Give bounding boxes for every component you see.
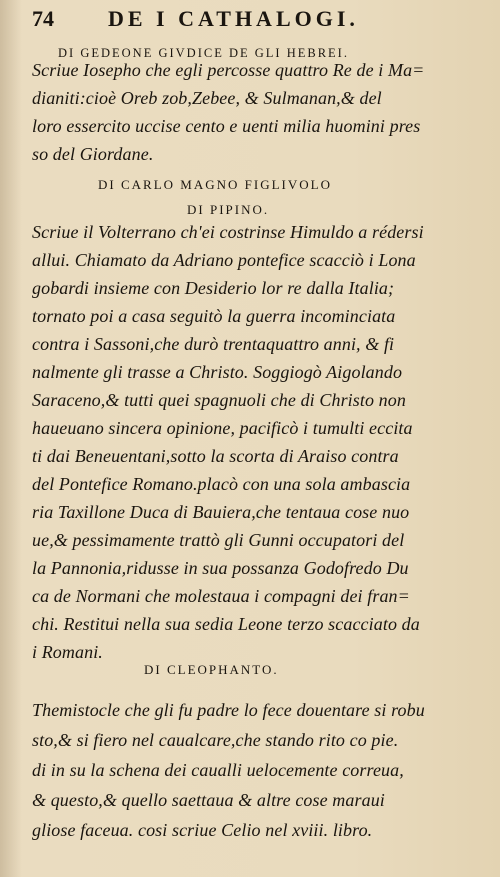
body-line: ue,& pessimamente trattò gli Gunni occupatori del: [32, 530, 405, 550]
body-line: del Pontefice Romano.placò con una sola ambascia: [32, 474, 411, 494]
body-line: Scriue il Volterrano ch'ei costrinse Himuldo a rédersi: [32, 222, 424, 242]
body-line: Scriue Iosepho che egli percosse quattro Re de i Ma=: [32, 60, 425, 80]
section-heading-cleophanto: DI CLEOPHANTO.: [144, 662, 279, 677]
body-line: haueuano sincera opinione, pacificò i tumulti eccita: [32, 418, 413, 438]
body-line: so del Giordane.: [32, 144, 154, 164]
body-line: ti dai Beneuentani,sotto la scorta di Araiso contra: [32, 446, 399, 466]
section-heading-carlo-magno: DI CARLO MAGNO FIGLIVOLO: [98, 177, 332, 192]
body-line: di in su la schena dei caualli uelocemente correua,: [32, 760, 404, 780]
body-line: ca de Normani che molestaua i compagni dei fran=: [32, 586, 410, 606]
body-line: ria Taxillone Duca di Bauiera,che tentaua cose nuo: [32, 502, 410, 522]
section-heading-gedeone: DI GEDEONE GIVDICE DE GLI HEBREI.: [58, 46, 349, 60]
body-line: gliose faceua. cosi scriue Celio nel xviii. libro.: [32, 820, 373, 840]
page-header: [32, 6, 472, 36]
body-line: Themistocle che gli fu padre lo fece douentare si robu: [32, 700, 425, 720]
running-title: DE I CATHALOGI.: [108, 6, 359, 31]
body-line: la Pannonia,ridusse in sua possanza Godofredo Du: [32, 558, 409, 578]
section-heading-pipino: DI PIPINO.: [187, 202, 270, 217]
body-line: sto,& si fiero nel caualcare,che stando rito co pie.: [32, 730, 399, 750]
gutter-shadow: [0, 0, 22, 877]
body-line: dianiti:cioè Oreb zob,Zebee, & Sulmanan,& del: [32, 88, 382, 108]
body-line: nalmente gli trasse a Christo. Soggiogò Aigolando: [32, 362, 403, 382]
body-line: Saraceno,& tutti quei spagnuoli che di Christo non: [32, 390, 406, 410]
body-line: i Romani.: [32, 642, 103, 662]
body-line: gobardi insieme con Desiderio lor re dalla Italia;: [32, 278, 395, 298]
page-number: 74: [32, 6, 54, 31]
body-line: tornato poi a casa seguitò la guerra incominciata: [32, 306, 396, 326]
body-line: contra i Sassoni,che durò trentaquattro anni, & fi: [32, 334, 395, 354]
body-line: loro essercito uccise cento e uenti milia huomini pres: [32, 116, 421, 136]
body-line: chi. Restitui nella sua sedia Leone terzo scacciato da: [32, 614, 420, 634]
body-line: & questo,& quello saettaua & altre cose maraui: [32, 790, 385, 810]
body-line: allui. Chiamato da Adriano pontefice scacciò i Lona: [32, 250, 416, 270]
